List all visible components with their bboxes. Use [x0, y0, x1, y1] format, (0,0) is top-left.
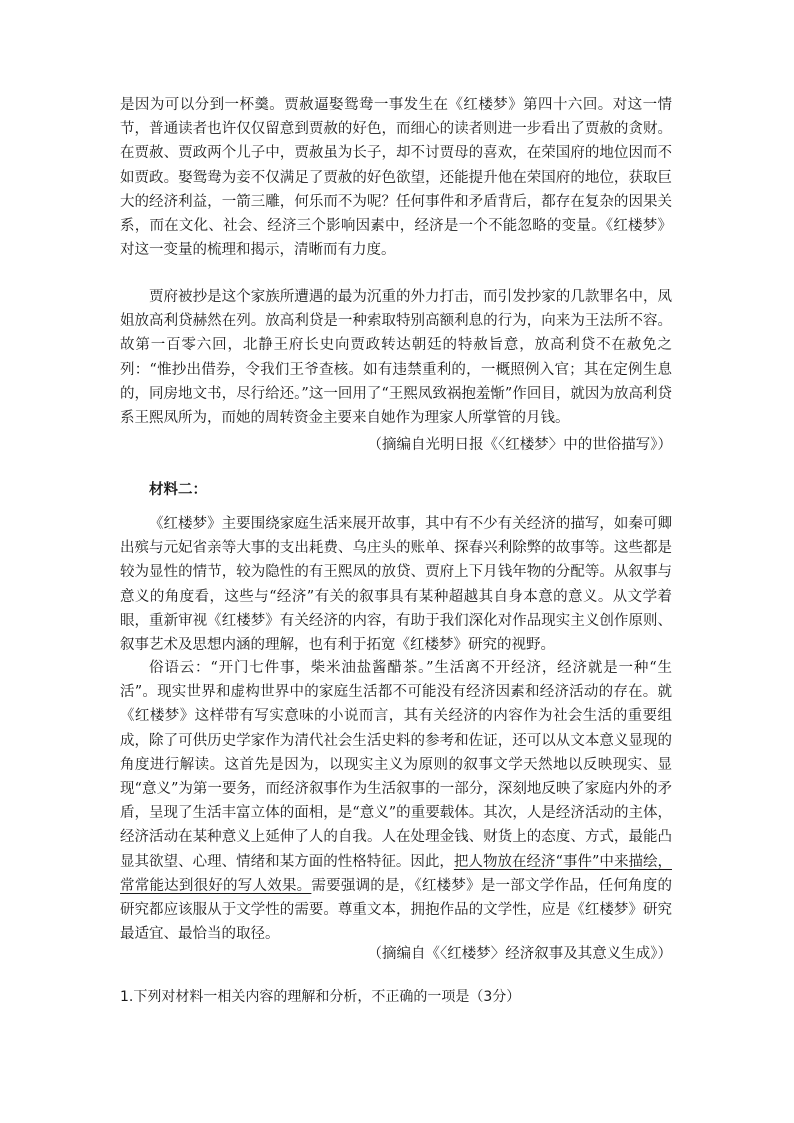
question-1: 1.下列对材料一相关内容的理解和分析，不正确的一项是（3分）	[120, 989, 521, 1005]
paragraph-4	[120, 656, 672, 946]
source-citation-1: （摘编自光明日报《〈红楼梦〉中的世俗描写》）	[367, 437, 672, 453]
underlined-sentence: 把人物放在经济“事件”中来描绘，常常能达到很好的写人效果。	[120, 853, 672, 894]
paragraph-3: 《红楼梦》主要围绕家庭生活来展开故事，其中有不少有关经济的描写，如秦可卿出殡与元妃省亲等大事的支出耗费、乌庄头的账单、探春兴利除弊的故事等。这些都是较为显性的情节，较为隐性的有王熙凤的放贷、贾府上下月钱年物的分配等。从叙事与意义的角度看，这些与“经济”有关的叙事具有某种超越其自身本意的意义。从文学着眼，重新审视《红楼梦》有关经济的内容，有助于我们深化对作品现实主义创作原则、叙事艺术及思想内涵的理解，也有利于拓宽《红楼梦》研究的视野。	[120, 516, 672, 654]
paragraph-2: 贾府被抄是这个家族所遭遇的最为沉重的外力打击，而引发抄家的几款罪名中，凤姐放高利贷赫然在列。放高利贷是一种索取特别高额利息的行为，向来为王法所不容。故第一百零六回，北静王府长史向贾政转达朝廷的特赦旨意，放高利贷不在赦免之列：“惟抄出借券，令我们王爷查核。如有违禁重利的，一概照例入官；其在定例生息的，同房地文书，尽行给还。”这一回用了“王熙凤致祸抱羞惭”作回目，就因为放高利贷系王熙凤所为，而她的周转资金主要来自她作为理家人所掌管的月钱。	[120, 289, 672, 427]
paragraph-1: 是因为可以分到一杯羹。贾赦逼娶鸳鸯一事发生在《红楼梦》第四十六回。对这一情节，普通读者也许仅仅留意到贾赦的好色，而细心的读者则进一步看出了贾赦的贪财。在贾赦、贾政两个儿子中，贾赦虽为长子，却不讨贾母的喜欢，在荣国府的地位因而不如贾政。娶鸳鸯为妾不仅满足了贾赦的好色欲望，还能提升他在荣国府的地位，获取巨大的经济利益，一箭三雕，何乐而不为呢？任何事件和矛盾背后，都存在复杂的因果关系，而在文化、社会、经济三个影响因素中，经济是一个不能忽略的变量。《红楼梦》对这一变量的梳理和揭示，清晰而有力度。	[120, 97, 672, 259]
paragraph-4-text-a: 俗语云：“开门七件事，柴米油盐酱醋茶。”生活离不开经济，经济就是一种“生活”。现实世界和虚构世界中的家庭生活都不可能没有经济因素和经济活动的存在。就《红楼梦》这样带有写实意味的小说而言，其有关经济的内容作为社会生活的重要组成，除了可供历史学家作为清代社会生活史料的参考和佐证，还可以从文本意义显现的角度进行解读。这首先是因为，以现实主义为原则的叙事文学天然地以反映现实、显现“意义”为第一要务，而经济叙事作为生活叙事的一部分，深刻地反映了家庭内外的矛盾，呈现了生活丰富立体的面相，是“意义”的重要载体。其次，人是经济活动的主体，经济活动在某种意义上延伸了人的自我。人在处理金钱、财货上的态度、方式，最能凸显其欲望、心理、情绪和某方面的性格特征。因此，	[120, 660, 672, 870]
source-citation-2: （摘编自《〈红楼梦〉经济叙事及其意义生成》）	[367, 946, 672, 962]
paragraph-4-text-c: 需要强调的是，《红楼梦》是一部文学作品，任何角度的研究都应该服从于文学性的需要。尊重文本，拥抱作品的文学性，应是《红楼梦》研究最适宜、最恰当的取径。	[120, 877, 673, 943]
section-heading: 材料二：	[149, 481, 207, 498]
